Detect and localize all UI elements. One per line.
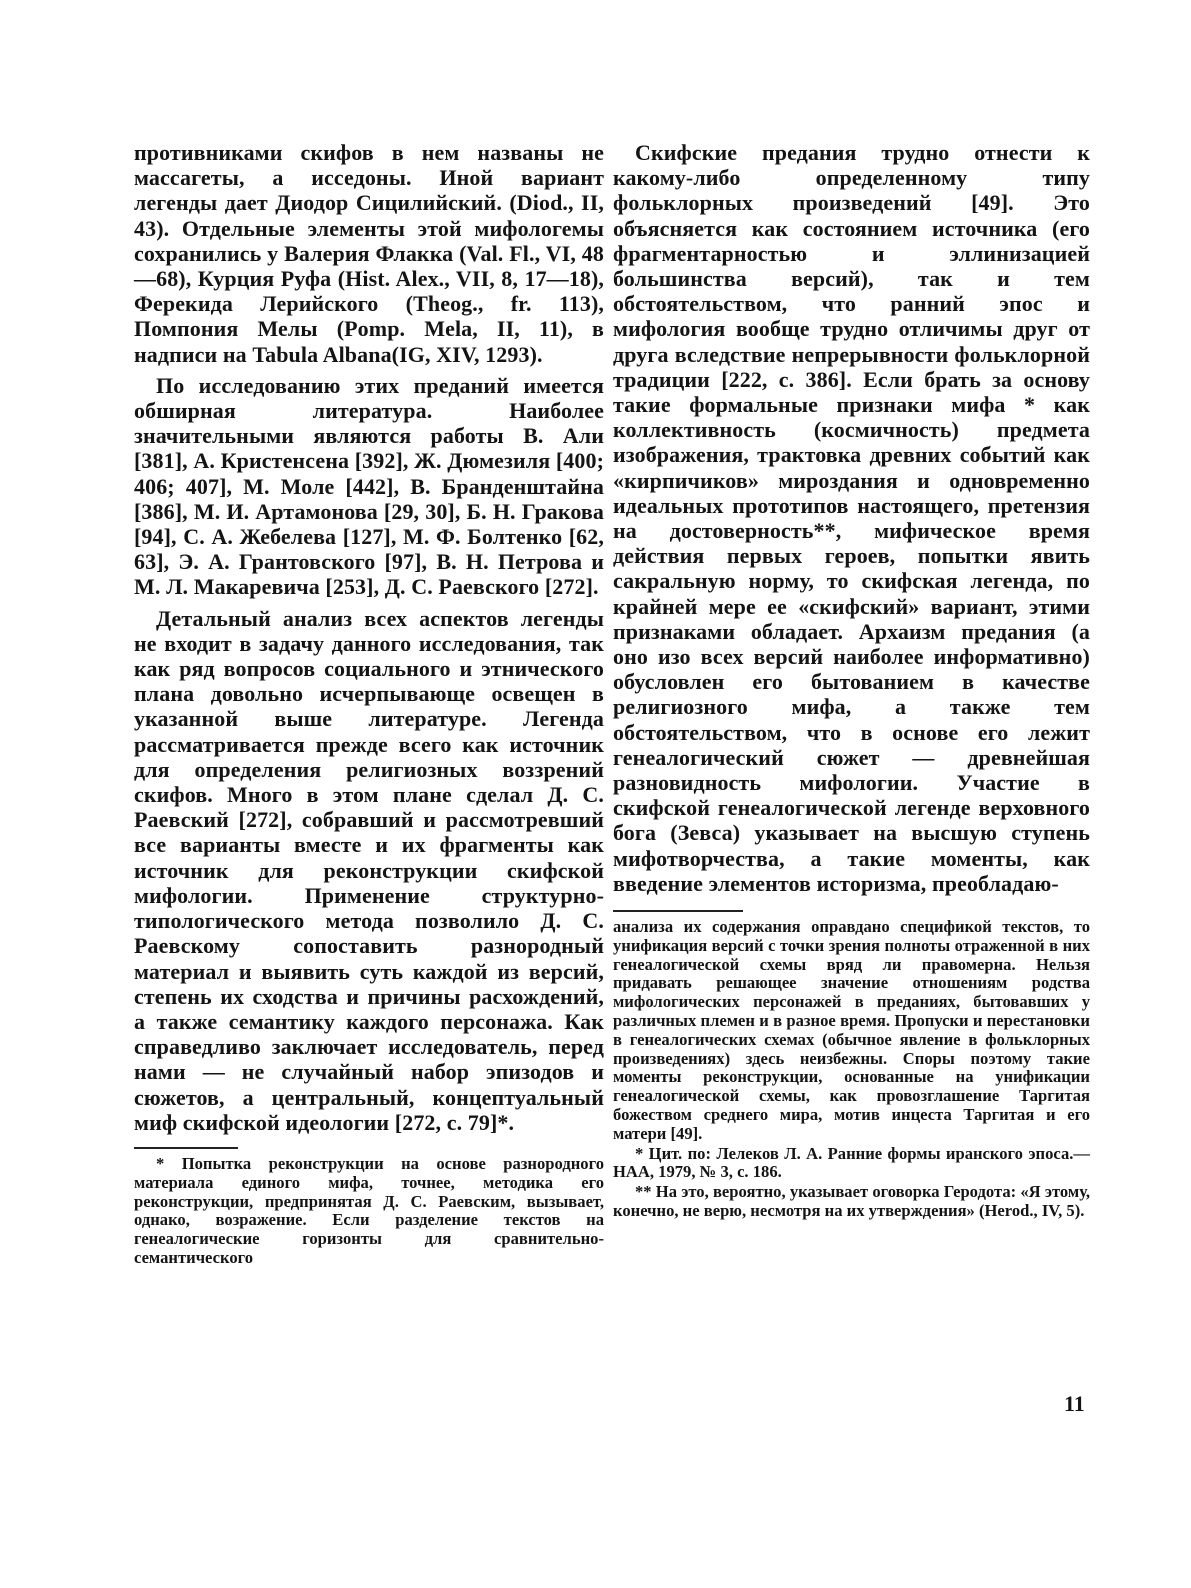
page-number: 11: [1064, 1391, 1085, 1416]
footnote-divider: [613, 910, 743, 912]
left-paragraph-3: Детальный анализ всех аспектов легенды не входит в задачу данного исследования, так как ряд вопросов социального и этнического плана довольно исчерпывающе освещен в указанной выше литературе. Легенда рассматривается прежде всего как источник для определения религиозных воззрений скифов. Много в этом плане сделал Д. С. Раевский [272], собравший и рассмотревший все варианты вместе и их фрагменты как источник для реконструкции скифской мифологии. Применение структурно-типологического метода позволило Д. С. Раевскому сопоставить разнородный материал и выявить суть каждой из версий, степень их сходства и причины расхождений, а также семантику каждого персонажа. Как справедливо заключает исследователь, перед нами — не случайный набор эпизодов и сюжетов, а центральный, концептуальный миф скифской идеологии [272, с. 79]*.: [134, 605, 604, 1135]
right-column: [613, 140, 1090, 1221]
left-footnote: * Попытка реконструкции на основе разнородного материала единого мифа, точнее, методика его реконструкции, предпринятая Д. С. Раевским, вызывает, однако, возражение. Если разделение текстов на генеалогические горизонты для сравнительно-семантического: [134, 1153, 604, 1267]
right-paragraph-1: Скифские предания трудно отнести к какому-либо определенному типу фольклорных произведений [49]. Это объясняется как состоянием источника (его фрагментарностью и эллинизацией большинства версий), так и тем обстоятельством, что ранний эпос и мифология вообще трудно отличимы друг от друга вследствие непрерывности фольклорной традиции [222, с. 386]. Если брать за основу такие формальные признаки мифа * как коллективность (космичность) предмета изображения, трактовка древних событий как «кирпичиков» мироздания и одновременно идеальных прототипов настоящего, претензия на достоверность**, мифическое время действия первых героев, попытки явить сакральную норму, то скифская легенда, по крайней мере ее «скифский» вариант, этими признаками обладает. Архаизм предания (а оно изо всех версий наиболее информативно) обусловлен его бытованием в качестве религиозного мифа, а также тем обстоятельством, что в основе его лежит генеалогический сюжет — древнейшая разновидность мифологии. Участие в скифской генеалогической легенде верховного бога (Зевса) указывает на высшую ступень мифотворчества, а такие моменты, как введение элементов историзма, преобладаю-: [613, 140, 1090, 896]
left-paragraph-1: противниками скифов в нем названы не массагеты, а исседоны. Иной вариант легенды дает Диодор Сицилийский. (Diod., II, 43). Отдельные элементы этой мифологемы сохранились у Валерия Флакка (Val. Fl., VI, 48—68), Курция Руфа (Hist. Alex., VII, 8, 17—18), Ферекида Лерийского (Theog., fr. 113), Помпония Мелы (Pomp. Mela, II, 11), в надписи на Tabula Albana(IG, XIV, 1293).: [134, 140, 604, 367]
right-footnote-1: * Цит. по: Лелеков Л. А. Ранние формы иранского эпоса.— НАА, 1979, № 3, с. 186.: [613, 1143, 1090, 1182]
footnote-divider: [134, 1147, 238, 1149]
left-paragraph-2: По исследованию этих преданий имеется обширная литература. Наиболее значительными являются работы В. Али [381], А. Кристенсена [392], Ж. Дюмезиля [400; 406; 407], М. Моле [442], В. Бранденштайна [386], М. И. Артамонова [29, 30], Б. Н. Гракова [94], С. А. Жебелева [127], М. Ф. Болтенко [62, 63], Э. А. Грантовского [97], В. Н. Петрова и М. Л. Макаревича [253], Д. С. Раевского [272].: [134, 372, 604, 600]
right-footnote-2: ** На это, вероятно, указывает оговорка Геродота: «Я этому, конечно, не верю, несмотря на их утверждения» (Herod., IV, 5).: [613, 1182, 1090, 1221]
right-footnote-continuation: анализа их содержания оправдано спецификой текстов, то унификация версий с точки зрения полноты отраженной в них генеалогической схемы вряд ли правомерна. Нельзя придавать решающее значение отношениям родства мифологических персонажей в преданиях, бытовавших у различных племен и в разное время. Пропуски и перестановки в генеалогических схемах (обычное явление в фольклорных произведениях) здесь неизбежны. Споры поэтому такие моменты реконструкции, основанные на унификации генеалогической схемы, как провозглашение Таргитая божеством среднего мира, мотив инцеста Таргитая и его матери [49].: [613, 917, 1090, 1143]
left-column: [134, 140, 604, 1268]
